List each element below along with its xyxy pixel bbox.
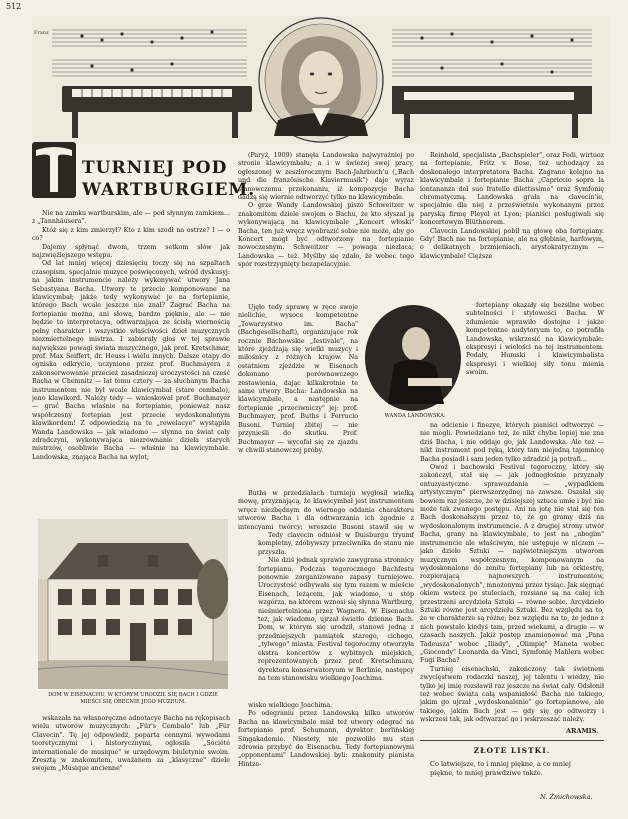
sheet-label: Franz <box>34 30 49 36</box>
paragraph: Nie dziś jednak sprawie zawygrana stronnicy fortepianu. Podczas tegorocznego Bachfestu ponownie zorganizowano zapasy turniejowe. Uroczystość odbywała się tym razem w mieście Eisenach, leżącem, jak wiadomo, u stóp wzgórza, na którem wznosi się słynna Wartburg, nieśmiertelniona przez Wagnera. W Eisenachu też, jak wiadomo, ujrzał światło dzienne Bach. Dom, w którym się urodził, stanowi jedną z przedniejszych pamiątek starego, cichego, „tylwego" miasta. Festival tegoroczny otworzyła ekstra koncertów z wybitnych miejskich, reprezentowanych przez prof. Kretschmara, dyrektora konserwatoryum w Berlinie, następcy na tem stanowisku wielkiego Joachima. <box>258 557 414 682</box>
article-title-line1: TURNIEJ POD <box>82 158 228 178</box>
paragraph: Tedy clavecin odniósł w Duisburgu tryumf kompletny, zdobywszy przeciwnika do stanu nie przyszła. <box>258 532 414 556</box>
poem-line: piękne, to mniej prawdziwe także. <box>430 769 543 777</box>
column-2-beside-portrait <box>238 304 358 490</box>
paragraph: wskazała na własnoręczne adnotacye Bacha na rękopisach wielu utworów muzycznych: „Für's Cembalo" lub „Für Clavecin". Tę jej odpowiedź, poparta cennymi wywodami teoretycznymi i historycznymi, ogłosiła „Société internationale de musique" w urzędowym biuletynie swoim. Zresztą w znakomitem, uważanem za „klasyczne" dziele swojem „Musique ancienne" <box>32 715 230 773</box>
column-3-beside-portrait <box>466 302 604 422</box>
paragraph: Buths w przedziałach turnieju wygłosił wielką mowę, przyznającą, że klawicymbał jest instrumentem wręcz niezbędnym do wiernego oddania charakteru utworów Bacha i dla odtwarzania ich zgodnie z intencyami twórcy; wreszcie Busoni stawił się w <box>238 490 414 530</box>
column-2-text <box>238 152 414 302</box>
column-3-lower <box>420 422 604 722</box>
section-divider <box>420 740 604 741</box>
paragraph: Któż się z kim zmierzył? Kto z kim szedł na ostrze? I — o co? <box>32 226 230 243</box>
column-2-under-portrait <box>238 490 414 530</box>
paragraph: Owoż i bachowski Festival tegoroczny, który się zakończył, stał się — jak jednogłośnie przyznały entuzyastyczne sprawozdania — „wypadkiem artystycznym" pierwszorzędnej na zawsze. Oszałał się bowiem raz jeszcze, że w dzisiejszej sztuce umie i być nie może tak zwanego postępu. Ani na jotę nie stał się ten Bach doskonałszym przez to, że go gramy dziś na wydoskonalonym instrumencie. A z drugiej strony utwór Bacha, grany na klawicymbale, to jest na „ubogim" instrumencie ale właściwym, nie ustępuje w niczem — jako dzieło Sztuki — najświetniejszym utworom muzycznym współczesnym, komponowanym na wydoskonalone do zenitu fortepiany lub na orkiestrę, rozpierającą najnowszych instrumentów, „wydoskonalonych", mnożonymi przez tysiąc. Jak sięgnąć okiem wstecz po stuleciach, rozsiane są na całej ich przestrzeni arcydzieła Sztuki — równe sobie. Arcydzieło Sztuki równe jest arcydziełu Sztuki. Bez względu na to, że w charakterze są różne; bez względu na to, że jedno z nich powstało kiedyś tam, przed wiekami, a drugie — w czasach naszych. Jakiż postęp znamionować ma „Pana Tadeusza" wobec „Iliady", „Olimpię" Maneta wobec „Giocondy" Leonarda da Vinci, Symfonię Mahlera wobec Fugi Bacha? <box>420 464 604 665</box>
poem-title: ZŁOTE LISTKI. <box>473 746 551 755</box>
paragraph: fortepiany okazały się bezsilne wobec subtelności i stylowości Bacha. W zdumienie wprawiło dostojne i jakże kompetentne audytoryum to, co potrafiła Landowska, wskrzesić na klawicymbale: ekspresyi i wielości na tej instrumentem. Podały, Humski i klawicymbalista ekspresyi i wielkiej siły tonu mienia swoim. <box>466 302 604 377</box>
paragraph: O grze Wandy Landowskiej pisze Schweitzer w znakomitem dziele swojem o Bachu, że kto słyszał ją wykonywającą na klawicymbale „Koncert włoski" Bacha, ten już wręcz wyobrazić sobie nie może, aby go Koncert mógł być odtworzony na fortepianie nowoczesnym. Schweitzer — powaga niezłaca; Landowska — też. Myślby się zdało, że wobec tego spór rozstrzygnięty bezapelacyjnie. <box>238 202 414 269</box>
paragraph: (Paryż, 1909) stanęła Landowska najwyraźniej po stronie klawicymbału; a i w świeżej swej pracy, ogłoszonej w zeszłorocznym Bach-Jahrbuch'u („Bach und die französische Klaviermusik") daje wyraz stanowczemu przekonaniu, iż kompozycje Bacha dadzą się wiernie odtworzyć tylko na klawicymbale. <box>238 152 414 202</box>
column-2-bottom <box>238 702 414 815</box>
column-1-continued <box>32 715 230 815</box>
header-illustration <box>32 16 610 144</box>
column-1-text <box>32 210 230 516</box>
paragraph: Turniej eisenachski, zakończony tak świetnem zwycięstwem rodaczki naszej, jej talentu i wiedzy, nie tylko jej imię rozsławił raz jeszcze na świat cały. Odsłonił też wobec świata całą wspaniałość Bacha nie takiego, jakim go ujrzał „wydoskonalenie" go fortepianowe, ale takiego, jakim Bach jest — gdy się go odtworzy i wskrzesi tak, jak odtwarzać go i wskrzeszać należy. <box>420 665 604 722</box>
paragraph: Reinhold, specjalista „Bachspieler", oraz Fedi, wirtuoz na fortepianie, Fritz v. Bose, też uchodzący za doskonałego interpretatora Bacha. Zagrano kolejno na klawicymbale i fortepianie Bacha „Capriccio sopra la lontananza del suo fratello dilettissimo" oraz Symfonię chromatyczną. Landowska grała na clavecin'ie, specjalnie dla niej z prześwietnie wykonanym przez paryską firmę Pleyel et Lyon; pianiści posługiwali się koncertowym Blüthnerem. <box>420 152 604 227</box>
paragraph: Po odegraniu przez Landowską kilku utworów Bacha na klawicymbale miał też utwory odegrać na fortepianie prof. Schumann, dyrektor berlińskiej Singakademie. Niestety, nie pozwoliło mu stan zdrowia przybyć do Eisenachu. Tedy fortepianowymi „opponentami" Landowskiej byli: znakomity pianista Hintze- <box>238 710 414 768</box>
page-number: 512 <box>6 2 22 11</box>
paragraph: Nie na zamku wartburskim, ale — pod słynnym zamkiem... z „Tannhäusera". <box>32 210 230 226</box>
paragraph: na odcienie i finezye, których pianiści odtworzyć — nie mogli. Powiedziano też, że nikt chyba lepiej nie zna dziś Bacha, i nie oddaje go, jak Landowska. Ale też — nikt instrument pod ręką, który tam niejedną tajemnicę Bacha posiadł i sam jeden tylko zdradzić ją potrafi... <box>420 422 604 463</box>
drop-initial <box>30 140 78 200</box>
author-signature: ARAMIS. <box>566 727 599 735</box>
landowska-portrait <box>364 304 462 412</box>
poem-author: N. Żmichowska. <box>540 793 593 801</box>
paragraph: wisko wielkiego Joachima. <box>248 702 333 709</box>
poem-line: Co latwiejsze, to i mniej piękne, a co mniej <box>430 760 571 768</box>
portrait-caption: WANDA LANDOWSKA. <box>384 413 446 419</box>
bach-house-photo <box>38 519 228 689</box>
photo-caption: DOM W EISENACHU, W KTÓRYM URODZIŁ SIĘ BACH I GDZIE MIEŚCI SIĘ OBECNIE JEGO MUZEUM. <box>48 692 218 705</box>
paragraph: Od lat mniej więcej dziesięciu toczy się na szpaltach czasopism, specjalnie muzyce poświęconych, wśród dyskusyj: na jakim instrumencie należy wykonywać utwory Jana Sebastyana Bacha. Utwory te przecie komponowane na klawicymbał; jakże tedy wykonywać je na fortepianie, którego Bach wcale jeszcze nie znał? Zagrać Bacha na fortepianie można, ani słowa, bardzo pięknie, ale — nie będzie to interpretacya, odtwarzająca ze ścisłą wiernością pełny charakter i wszystkie właściwości dzieł muzycznych niezmiertelnego mistrza. I zabierały głos w tej sprawie największe powagi świata muzycznego, jak prof. Kretschmar, prof. Max Seiffert, dr. Heuss i wielu innych. Dalsze etapy do ogniska odkrycie, uczynione przez prof. Buchmayera z zakonserwowanie przecież zasadniczej uroczystości na cześć Bacha w Chemnitz — lat temu cztery — za słuchanym Bacha instrumentem nie był wcale klawicymbał (stare cembalo), jeno klawikord. Należy tedy — wnioskował prof. Buchmayer — grać Bacha właśnie na fortepianie, ponieważ nasz współczesny fortepian jest przecie wydoskonalonym klawikordem! Z odpowiedzią na te „rewelacye" wystąpiła Wanda Landowska — jak wiadomo — słynna na świat cały zdradczyni, wykonywająca niezrównanie dzieła starych mistrzów, osobliwie Bacha — właśnie na klawicymbale. Landowska, znająca Bacha na wylot, <box>32 260 230 461</box>
paragraph: Ujęło tedy sprawę w ręce swoje nielichie, wysoce kompetentne „Towarzystwo im. Bacha" (Bachgesellschaft), organizujące rok rocznie Bachowskie „festivale", na które zjeżdżają się wielki muzycy i miłośnicy z różnych krajów. Na ostatniem zjeździe w Eisenach dokonano porównawczego zestawienia, dając kilkakrotnie te same utwory Bacha: Landowska na klawicymbale, a następnie na fortepianie „przeciwniczy" jej: prof. Buchmayer, prof. Buths i Ferrucio Busoni. Turniej zbitej — nie przynieśli do skutku. Prof. Buchmayer — wycofał się ze zjazdu w chwili stanowczej próby. <box>238 304 358 454</box>
column-3-text <box>420 152 604 302</box>
paragraph: Dajemy spłynąć dwom, trzem setkom słów jak najzwięźlejszego wstępu. <box>32 243 230 260</box>
poem-text <box>430 760 600 778</box>
article-title-line2: WARTBURGIEM. <box>82 180 256 200</box>
paragraph: Clavecin Landowskiej pobił na głowę oba fortepiany. Gdy! Bach nie na fortepianie, ale na głębinie, harfowym, o delikatnych brzmieniach, arystokratycznym — klawicymbale! Cięższe <box>420 227 604 260</box>
column-2-mid <box>258 532 414 702</box>
